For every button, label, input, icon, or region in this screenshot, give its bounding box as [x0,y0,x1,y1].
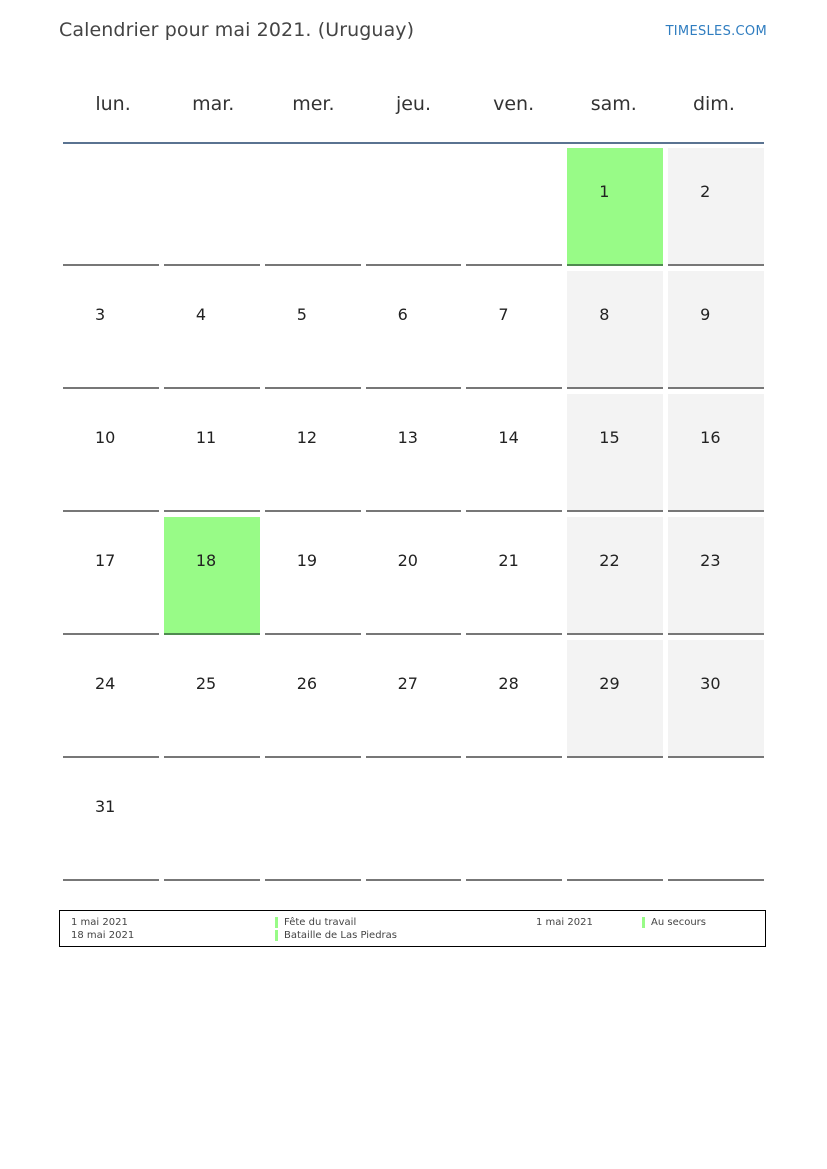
holiday-color-marker [642,917,645,928]
day-number: 12 [296,428,318,447]
day-number: 17 [95,551,116,570]
day-number: 15 [599,428,620,447]
day-number: 22 [599,551,620,570]
empty-day-cell [366,763,462,881]
weekday-label: mer. [292,93,335,115]
day-number: 10 [95,428,116,447]
day-number: 26 [296,674,318,693]
empty-day-cell [466,148,562,266]
day-cell [265,394,361,512]
weekday-label: jeu. [395,93,432,115]
day-number: 31 [95,797,116,816]
day-number: 14 [498,428,519,447]
legend-date: 1 mai 2021 [71,917,128,928]
day-cell [164,640,260,758]
empty-day-cell [164,148,260,266]
empty-day-cell [265,148,361,266]
day-number: 19 [296,551,318,570]
day-number: 29 [599,674,620,693]
day-cell [366,517,462,635]
weekday-label: ven. [493,93,535,115]
day-cell [63,271,159,389]
day-number: 21 [498,551,519,570]
day-number: 20 [397,551,418,570]
day-number: 16 [700,428,721,447]
day-cell [567,271,663,389]
holiday-color-marker [275,917,278,928]
empty-day-cell [567,763,663,881]
day-cell [164,271,260,389]
legend-date: 18 mai 2021 [71,930,135,941]
day-number: 30 [700,674,721,693]
day-cell [63,517,159,635]
day-cell [366,271,462,389]
day-cell [668,271,764,389]
day-number: 2 [700,182,711,201]
empty-day-cell [63,148,159,266]
empty-day-cell [466,763,562,881]
day-cell [164,517,260,635]
day-cell [63,640,159,758]
day-number: 1 [599,182,610,201]
day-number: 6 [397,305,408,324]
day-cell [164,394,260,512]
day-number: 11 [195,428,217,447]
empty-day-cell [366,148,462,266]
day-number: 23 [700,551,721,570]
day-number: 7 [498,305,509,324]
weekday-label: dim. [692,93,735,115]
calendar [63,84,764,881]
day-number: 8 [599,305,610,324]
legend-holiday-name: Fête du travail [284,917,357,928]
weekday-header [63,84,764,144]
day-number: 24 [95,674,116,693]
day-cell [366,640,462,758]
day-cell [466,517,562,635]
empty-day-cell [668,763,764,881]
day-cell [668,640,764,758]
day-cell [668,517,764,635]
weekday-label: sam. [590,93,637,115]
day-cell [668,394,764,512]
day-number: 18 [195,551,217,570]
day-number: 9 [700,305,711,324]
day-cell [63,763,159,881]
day-cell [466,394,562,512]
day-cell [668,148,764,266]
day-number: 4 [195,305,207,324]
day-cell [567,394,663,512]
day-number: 28 [498,674,519,693]
day-cell [366,394,462,512]
day-number: 3 [95,305,106,324]
day-number: 25 [195,674,217,693]
day-cell [265,517,361,635]
legend-date: 1 mai 2021 [536,917,593,928]
day-cell [265,640,361,758]
legend-holiday-name: Au secours [651,917,706,928]
day-cell [567,517,663,635]
day-cell [567,640,663,758]
day-cell [265,271,361,389]
empty-day-cell [164,763,260,881]
weekday-label: lun. [95,93,131,115]
day-number: 27 [397,674,418,693]
empty-day-cell [265,763,361,881]
day-number: 13 [397,428,418,447]
holiday-color-marker [275,930,278,941]
calendar-grid [63,148,764,881]
day-number: 5 [296,305,307,324]
day-cell [466,640,562,758]
day-cell [567,148,663,266]
page-title: Calendrier pour mai 2021. (Uruguay) [59,19,415,41]
holiday-legend [59,910,766,947]
brand-link[interactable]: TIMESLES.COM [665,24,767,39]
legend-holiday-name: Bataille de Las Piedras [284,930,398,941]
day-cell [63,394,159,512]
day-cell [466,271,562,389]
weekday-label: mar. [192,93,235,115]
